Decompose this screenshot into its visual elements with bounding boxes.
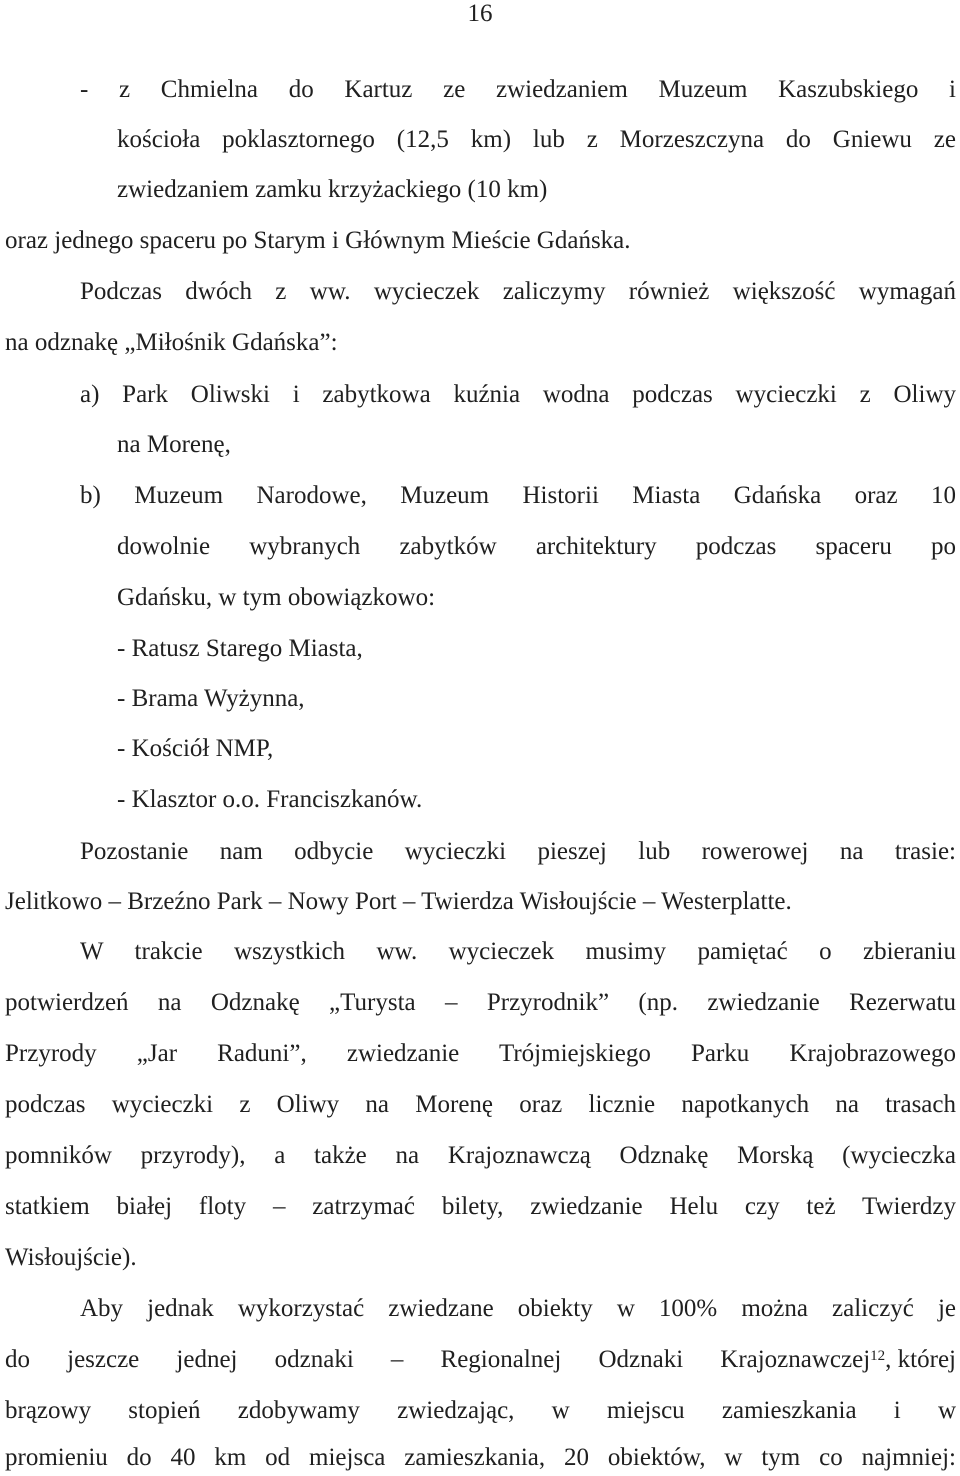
text-line-10: dowolnie wybranych zabytków architektury podczas spaceru po bbox=[117, 533, 956, 560]
page-number: 16 bbox=[467, 0, 493, 27]
text-line-4: oraz jednego spaceru po Starym i Głównym Mieście Gdańska. bbox=[5, 227, 631, 254]
list-item-klasztor: - Klasztor o.o. Franciszkanów. bbox=[117, 786, 423, 813]
text-line-27: brązowy stopień zdobywamy zwiedzając, w miejscu zamieszkania i w bbox=[5, 1397, 956, 1424]
line-tail: , której bbox=[885, 1346, 956, 1373]
text-line-3: zwiedzaniem zamku krzyżackiego (10 km) bbox=[117, 176, 548, 203]
text-line-11: Gdańsku, w tym obowiązkowo: bbox=[117, 584, 436, 611]
text-line-24: Wisłoujście). bbox=[5, 1244, 137, 1271]
list-item-brama: - Brama Wyżynna, bbox=[117, 685, 305, 712]
text-line-19: potwierdzeń na Odznakę „Turysta – Przyrodnik” (np. zwiedzanie Rezerwatu bbox=[5, 989, 956, 1016]
text-line-23: statkiem białej floty – zatrzymać bilety, zwiedzanie Helu czy też Twierdzy bbox=[5, 1193, 956, 1220]
list-item-kosciol: - Kościół NMP, bbox=[117, 735, 274, 762]
text-line-25: Aby jednak wykorzystać zwiedzane obiekty w 100% można zaliczyć je bbox=[80, 1295, 956, 1322]
text-line-18: W trakcie wszystkich ww. wycieczek musimy pamiętać o zbieraniu bbox=[80, 938, 956, 965]
text-line-7: a) Park Oliwski i zabytkowa kuźnia wodna podczas wycieczki z Oliwy bbox=[80, 381, 956, 408]
text-line-20: Przyrody „Jar Raduni”, zwiedzanie Trójmiejskiego Parku Krajobrazowego bbox=[5, 1040, 956, 1067]
text-line-1: - z Chmielna do Kartuz ze zwiedzaniem Muzeum Kaszubskiego i bbox=[80, 76, 956, 103]
text-line-17: Jelitkowo – Brzeźno Park – Nowy Port – Twierdza Wisłoujście – Westerplatte. bbox=[5, 888, 792, 915]
text-line-5: Podczas dwóch z ww. wycieczek zaliczymy również większość wymagań bbox=[80, 278, 956, 305]
text-line-2: kościoła poklasztornego (12,5 km) lub z Morzeszczyna do Gniewu ze bbox=[117, 126, 956, 153]
list-item-ratusz: - Ratusz Starego Miasta, bbox=[117, 635, 363, 662]
text-line-16: Pozostanie nam odbycie wycieczki pieszej lub rowerowej na trasie: bbox=[80, 838, 956, 865]
text-line-26-tail bbox=[870, 1345, 956, 1375]
text-line-9: b) Muzeum Narodowe, Muzeum Historii Miasta Gdańska oraz 10 bbox=[80, 482, 956, 509]
text-line-8: na Morenę, bbox=[117, 431, 231, 458]
text-line-22: pomników przyrody), a także na Krajoznawczą Odznakę Morską (wycieczka bbox=[5, 1142, 956, 1169]
text-line-28: promieniu do 40 km od miejsca zamieszkania, 20 obiektów, w tym co najmniej: bbox=[5, 1444, 956, 1471]
footnote-ref: 12 bbox=[870, 1348, 886, 1364]
text-line-21: podczas wycieczki z Oliwy na Morenę oraz licznie napotkanych na trasach bbox=[5, 1091, 956, 1118]
text-line-26-main: do jeszcze jednej odznaki – Regionalnej Odznaki Krajoznawczej bbox=[5, 1346, 871, 1373]
text-line-6: na odznakę „Miłośnik Gdańska”: bbox=[5, 329, 338, 356]
text-line-26 bbox=[5, 1345, 956, 1375]
